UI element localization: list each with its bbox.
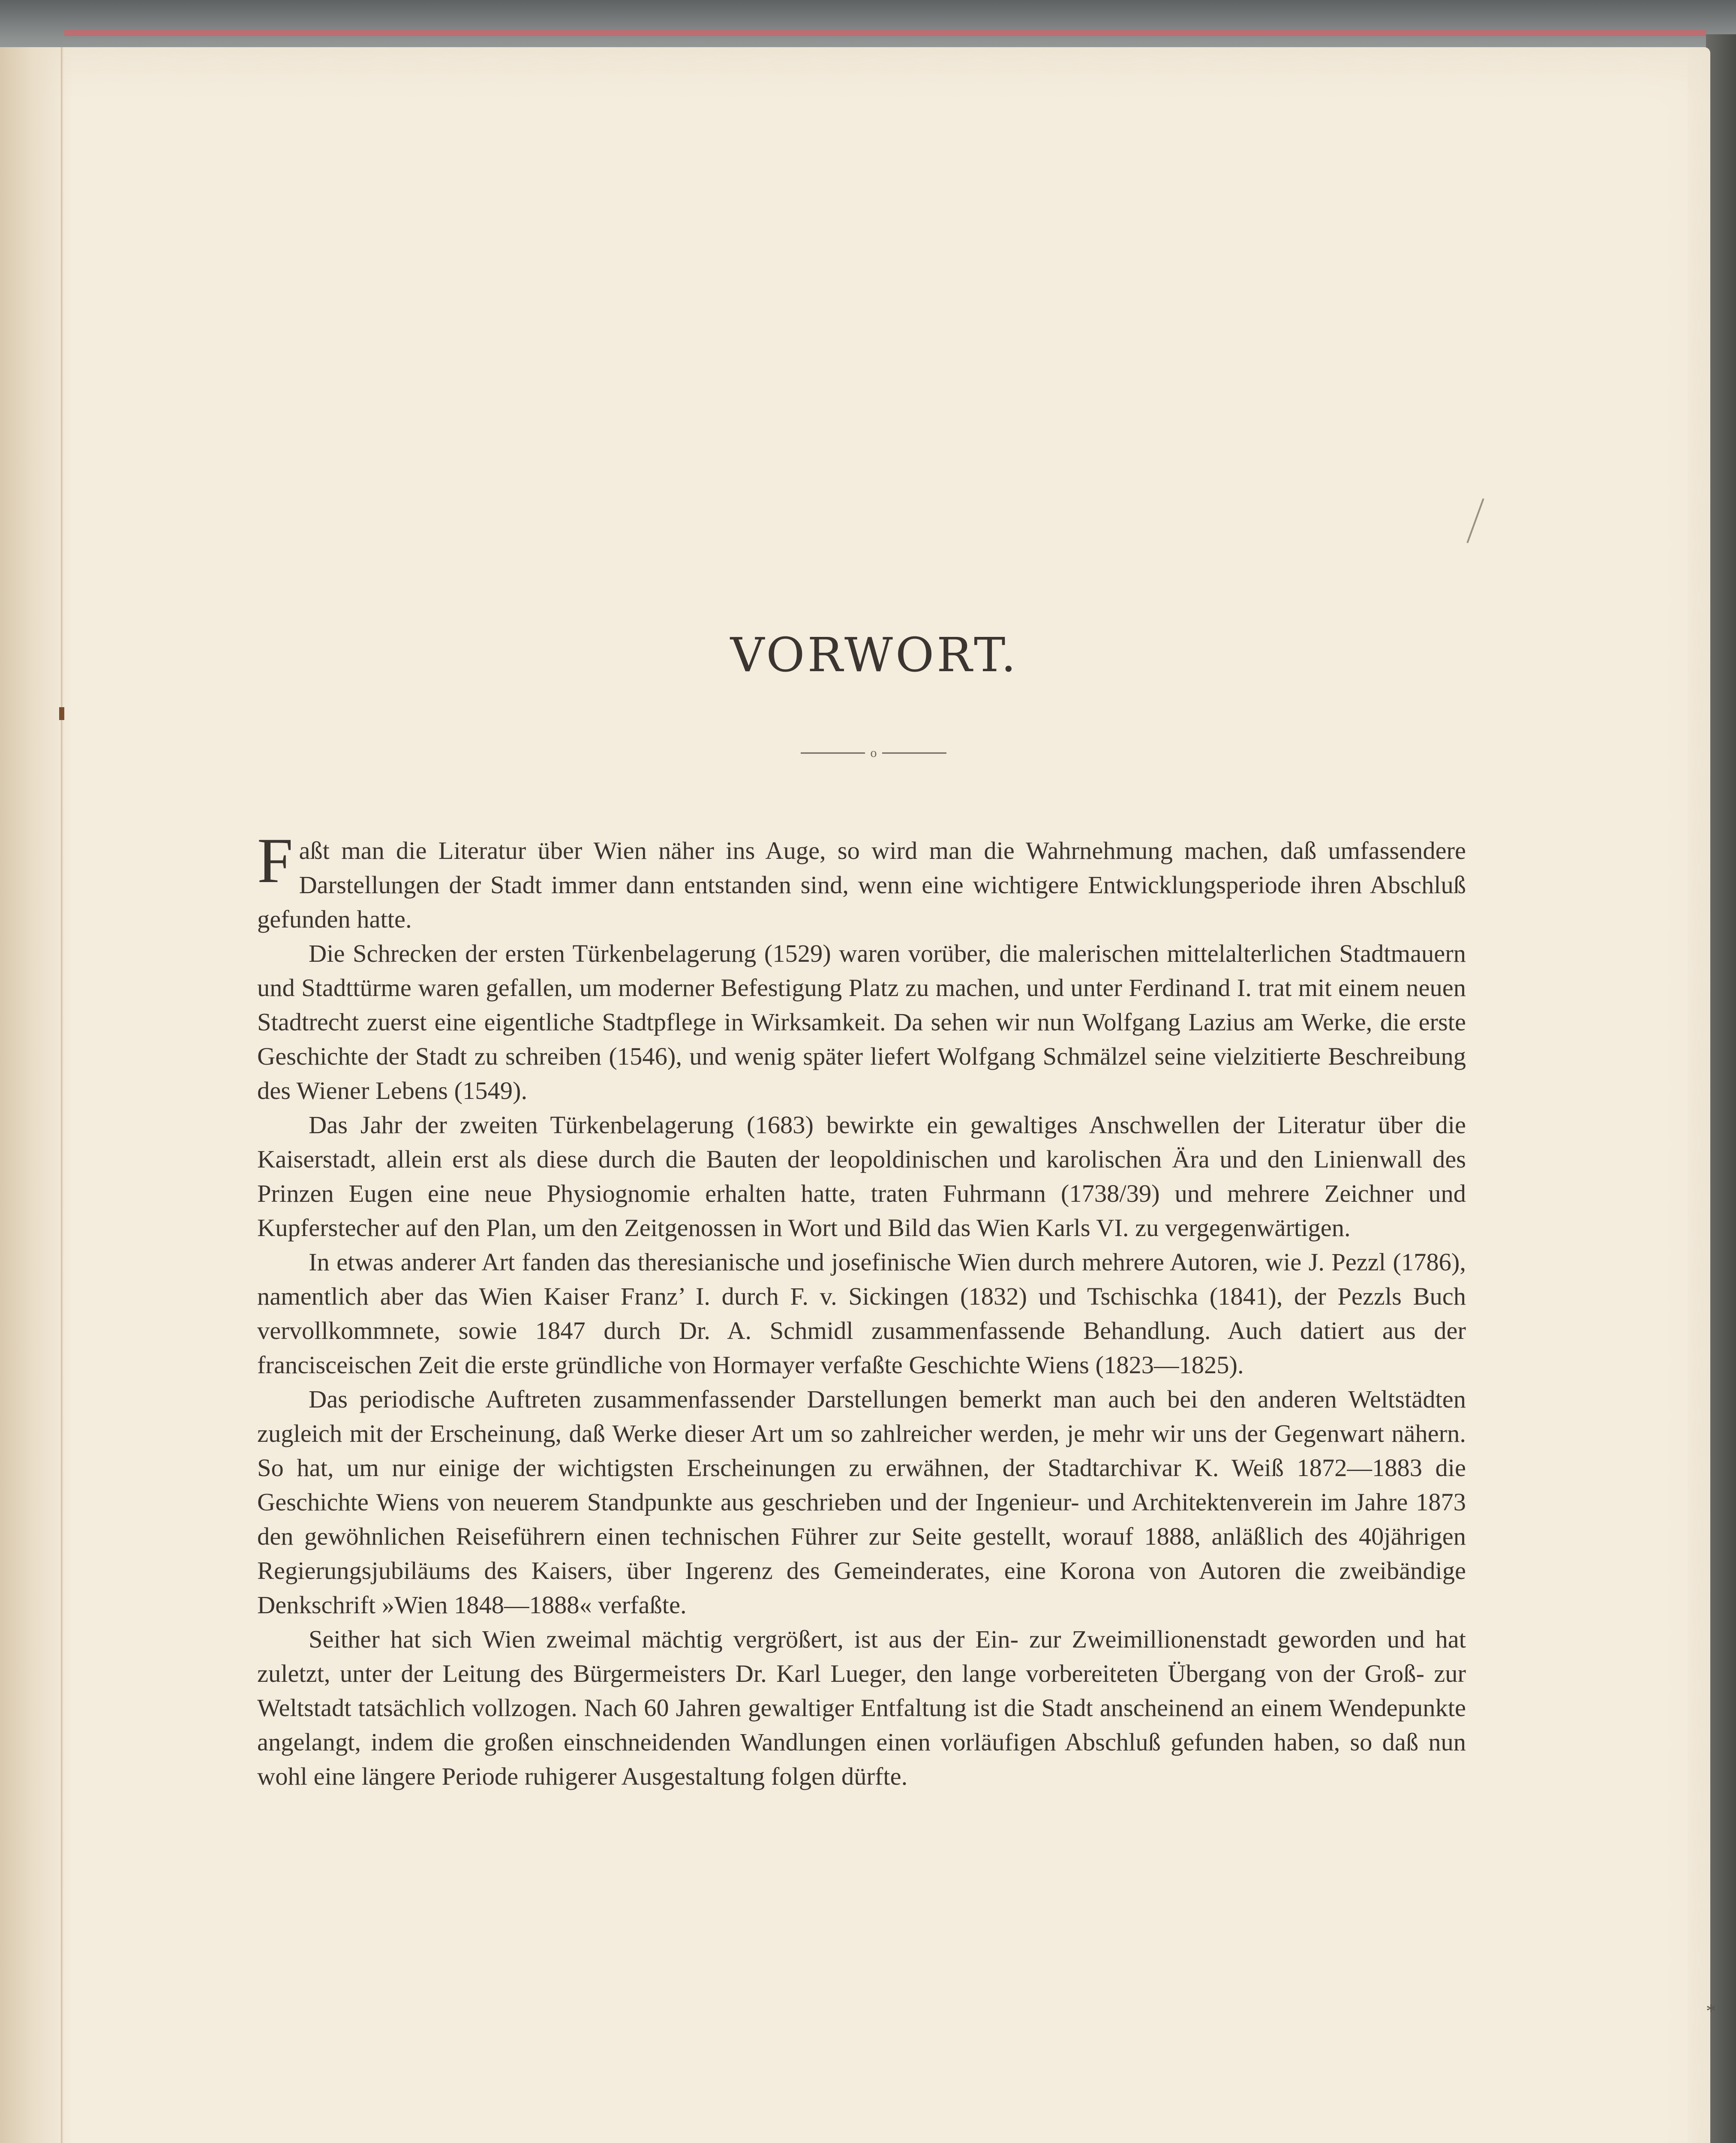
page-title: VORWORT. <box>730 627 1019 682</box>
paragraph-4: In etwas anderer Art fanden das theresianische und josefinische Wien durch mehrere Autoren, wie J. Pezzl (1786), namentlich aber das Wien Kaiser Franz’ I. durch F. v. Sickingen (1832) und Tschischka (1841), der Pezzls Buch vervollkommnete, sowie 1847 durch Dr. A. Schmidl zusammenfassende Behandlung. Auch datiert aus der francisceischen Zeit die erste gründliche von Hormayer verfaßte Geschichte Wiens (1823—1825). <box>257 1248 1466 1379</box>
book-page <box>0 47 1716 2143</box>
title-ornament <box>801 747 946 759</box>
paragraph-3: Das Jahr der zweiten Türkenbelagerung (1683) bewirkte ein gewaltiges Anschwellen der Literatur über die Kaiserstadt, allein erst als diese durch die Bauten der leopoldinischen und karolischen Ära und den Linienwall des Prinzen Eugen eine neue Physiognomie erhalten hatte, traten Fuhrmann (1738/39) und mehrere Zeichner und Kupferstecher auf den Plan, um den Zeitgenossen in Wort und Bild das Wien Karls VI. zu vergegenwärtigen. <box>257 1111 1466 1242</box>
paragraph-text: aßt man die Literatur über Wien näher ins Auge, so wird man die Wahrnehmung machen, daß umfassendere Darstellungen der Stadt immer dann entstanden sind, wenn eine wichtigere Entwicklungsperiode ihren Abschluß gefunden hatte. <box>257 837 1466 933</box>
margin-tick <box>59 707 64 720</box>
preface-body <box>257 825 1466 1794</box>
spine-edge <box>64 30 1706 36</box>
gutter-fold <box>61 47 63 2143</box>
paragraph-1 <box>257 825 1466 936</box>
ornament-glyph: o <box>870 747 877 759</box>
signature-mark: * <box>1706 2000 1716 2022</box>
paragraph-6: Seither hat sich Wien zweimal mächtig vergrößert, ist aus der Ein- zur Zweimillionenstadt geworden und hat zuletzt, unter der Leitung des Bürgermeisters Dr. Karl Lueger, den lange vorbereiteten Übergang von der Groß- zur Weltstadt tatsächlich vollzogen. Nach 60 Jahren gewaltiger Entfaltung ist die Stadt anscheinend an einem Wendepunkte angelangt, indem die großen einschneidenden Wandlungen einen vorläufigen Abschluß gefunden haben, so daß nun wohl eine längere Periode ruhigerer Ausgestaltung folgen dürfte. <box>257 1625 1466 1790</box>
paragraph-5: Das periodische Auftreten zusammenfassender Darstellungen bemerkt man auch bei den anderen Weltstädten zugleich mit der Erscheinung, daß Werke dieser Art um so zahlreicher werden, je mehr wir uns der Gegenwart nähern. So hat, um nur einige der wichtigsten Erscheinungen zu erwähnen, der Stadtarchivar K. Weiß 1872—1883 die Geschichte Wiens von neuerem Standpunkte aus geschrieben und der Ingenieur- und Architektenverein im Jahre 1873 den gewöhnlichen Reiseführern einen technischen Führer zur Seite gestellt, worauf 1888, anläßlich des 40jährigen Regierungsjubiläums des Kaisers, über Ingerenz des Gemeinderates, eine Korona von Autoren die zweibändige Denkschrift »Wien 1848—1888« verfaßte. <box>257 1385 1466 1619</box>
margin-pencil-mark <box>1466 498 1484 543</box>
book-cover-edge <box>1706 34 1736 2143</box>
paragraph-2: Die Schrecken der ersten Türkenbelagerung (1529) waren vorüber, die malerischen mittelalterlichen Stadtmauern und Stadttürme waren gefallen, um moderner Befestigung Platz zu machen, und unter Ferdinand I. trat mit einem neuen Stadtrecht zuerst eine eigentliche Stadtpflege in Wirksamkeit. Da sehen wir nun Wolfgang Lazius am Werke, die erste Geschichte der Stadt zu schreiben (1546), und wenig später liefert Wolfgang Schmälzel seine vielzitierte Beschreibung des Wiener Lebens (1549). <box>257 939 1466 1105</box>
dropcap-letter: F <box>257 825 293 896</box>
